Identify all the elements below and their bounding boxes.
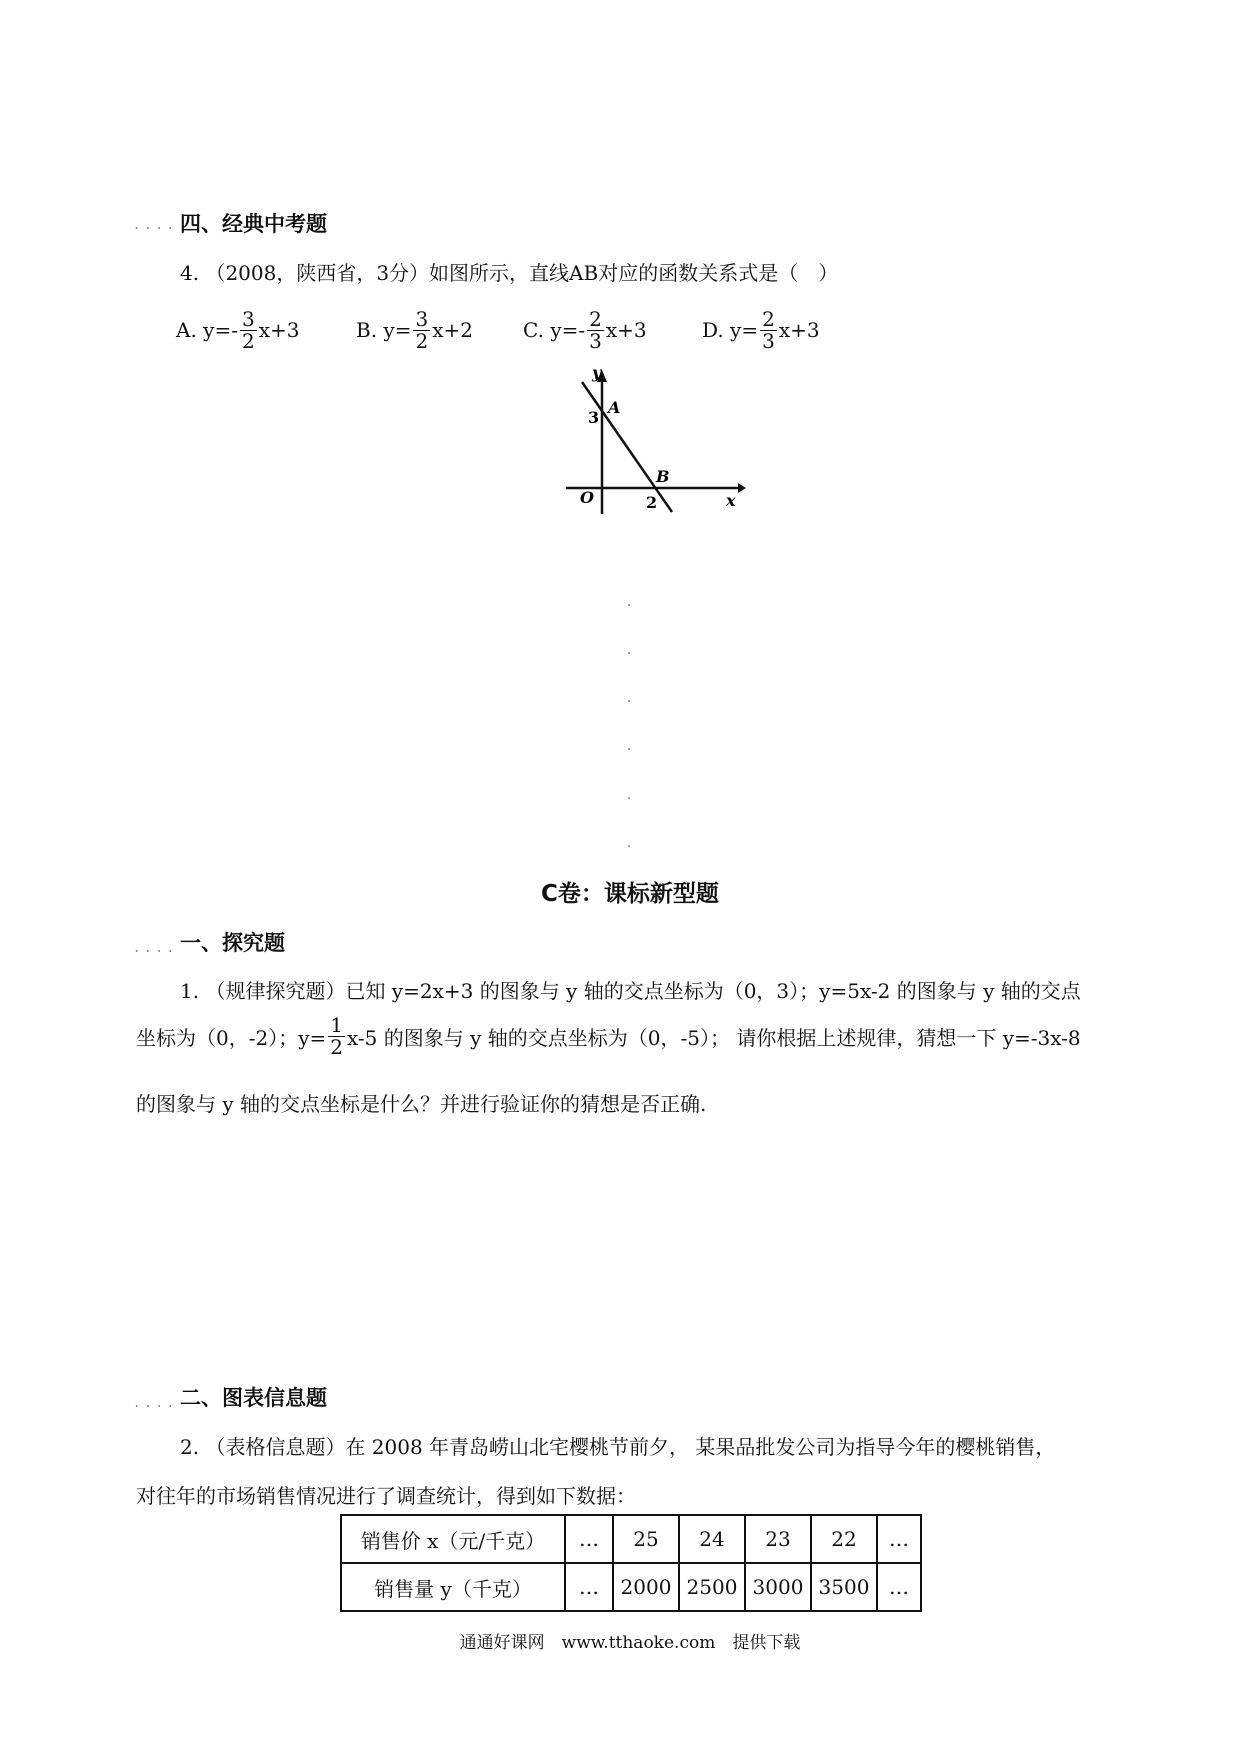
denominator: 3 (589, 328, 602, 353)
option-expr-post: x+3 (605, 318, 647, 342)
option-c[interactable] (523, 306, 647, 353)
numerator: 2 (589, 306, 602, 331)
question-2-line-2: 对往年的市场销售情况进行了调查统计，得到如下数据： (136, 1484, 636, 1508)
y-axis-label: y (592, 364, 602, 382)
margin-dots: .... (133, 941, 178, 955)
row-header: 销售价 x（元/千克） (341, 1515, 565, 1563)
separator-dot (628, 748, 630, 750)
table-row (341, 1515, 921, 1563)
separator-dot (628, 845, 630, 847)
option-expr-post: x+3 (258, 318, 300, 342)
table-cell: 3500 (811, 1563, 877, 1611)
section-heading-classic-exam: 四、经典中考题 (180, 212, 327, 236)
y-tick-label: 3 (588, 408, 600, 427)
table-cell: 2500 (679, 1563, 745, 1611)
fraction (760, 306, 777, 353)
sales-data-table (340, 1514, 922, 1612)
question-4-options (176, 298, 876, 362)
fraction (240, 306, 257, 353)
denominator: 2 (242, 328, 255, 353)
table-cell: … (877, 1563, 921, 1611)
option-label: A. (176, 318, 197, 342)
option-expr-pre: y=- (203, 318, 238, 342)
option-expr-post: x+3 (778, 318, 820, 342)
line-ab (582, 382, 672, 512)
margin-dots: .... (133, 218, 178, 232)
line-text: 坐标为（0，-2）；y= (136, 1026, 327, 1050)
footer-credit: 通通好课网 www.tthaoke.com 提供下载 (459, 1633, 801, 1653)
line-ab-figure (554, 364, 746, 516)
option-a[interactable] (176, 306, 300, 353)
section-heading-chart-info: 二、图表信息题 (180, 1386, 327, 1410)
option-d[interactable] (702, 306, 820, 353)
x-tick-label: 2 (646, 493, 658, 512)
point-a-label: A (608, 398, 621, 417)
table-cell: … (877, 1515, 921, 1563)
separator-dot (628, 652, 630, 654)
table-row (341, 1563, 921, 1611)
margin-dots: .... (133, 1396, 178, 1410)
option-label: B. (356, 318, 378, 342)
option-expr-post: x+2 (432, 318, 473, 342)
table-cell: 23 (745, 1515, 811, 1563)
fraction (413, 306, 430, 353)
denominator: 2 (330, 1035, 343, 1059)
question-2-line-1: 2. （表格信息题）在 2008 年青岛崂山北宅樱桃节前夕， 某果品批发公司为指导今年的樱桃销售， (180, 1435, 1056, 1459)
numerator: 3 (242, 306, 255, 331)
option-label: D. (702, 318, 724, 342)
separator-dot (628, 604, 630, 606)
option-label: C. (523, 318, 544, 342)
option-expr-pre: y=- (550, 318, 586, 342)
option-expr-pre: y= (383, 318, 412, 342)
question-1-line-1: 1. （规律探究题）已知 y=2x+3 的图象与 y 轴的交点坐标为（0，3）；y=5x-2 的图象与 y 轴的交点 (180, 979, 1081, 1003)
option-b[interactable] (356, 306, 473, 353)
table-cell: 2000 (613, 1563, 679, 1611)
denominator: 3 (762, 328, 775, 353)
table-cell: … (565, 1563, 613, 1611)
section-heading-exploration: 一、探究题 (180, 931, 285, 955)
question-1-line-2 (136, 1015, 1081, 1058)
numerator: 3 (415, 306, 429, 331)
table-cell: 25 (613, 1515, 679, 1563)
question-4-text: 4. （2008，陕西省，3分）如图所示，直线AB对应的函数关系式是（ ） (180, 261, 839, 285)
separator-dot (628, 797, 630, 799)
row-header: 销售量 y（千克） (341, 1563, 565, 1611)
table-cell: 22 (811, 1515, 877, 1563)
table-cell: … (565, 1515, 613, 1563)
fraction (587, 306, 604, 353)
option-expr-pre: y= (730, 318, 759, 342)
denominator: 2 (415, 328, 429, 353)
numerator: 1 (330, 1013, 343, 1037)
volume-c-title: C卷：课标新型题 (541, 881, 719, 907)
point-b-label: B (656, 467, 670, 486)
question-1-line-3: 的图象与 y 轴的交点坐标是什么？并进行验证你的猜想是否正确. (136, 1092, 707, 1116)
x-axis-arrow (738, 483, 746, 493)
separator-dot (628, 700, 630, 702)
origin-label: O (580, 488, 594, 507)
line-text: x-5 的图象与 y 轴的交点坐标为（0，-5）； 请你根据上述规律，猜想一下 y=-3x-8 (347, 1026, 1081, 1050)
fraction (328, 1015, 345, 1058)
numerator: 2 (762, 306, 775, 331)
x-axis-label: x (726, 491, 736, 510)
table-cell: 24 (679, 1515, 745, 1563)
table-cell: 3000 (745, 1563, 811, 1611)
